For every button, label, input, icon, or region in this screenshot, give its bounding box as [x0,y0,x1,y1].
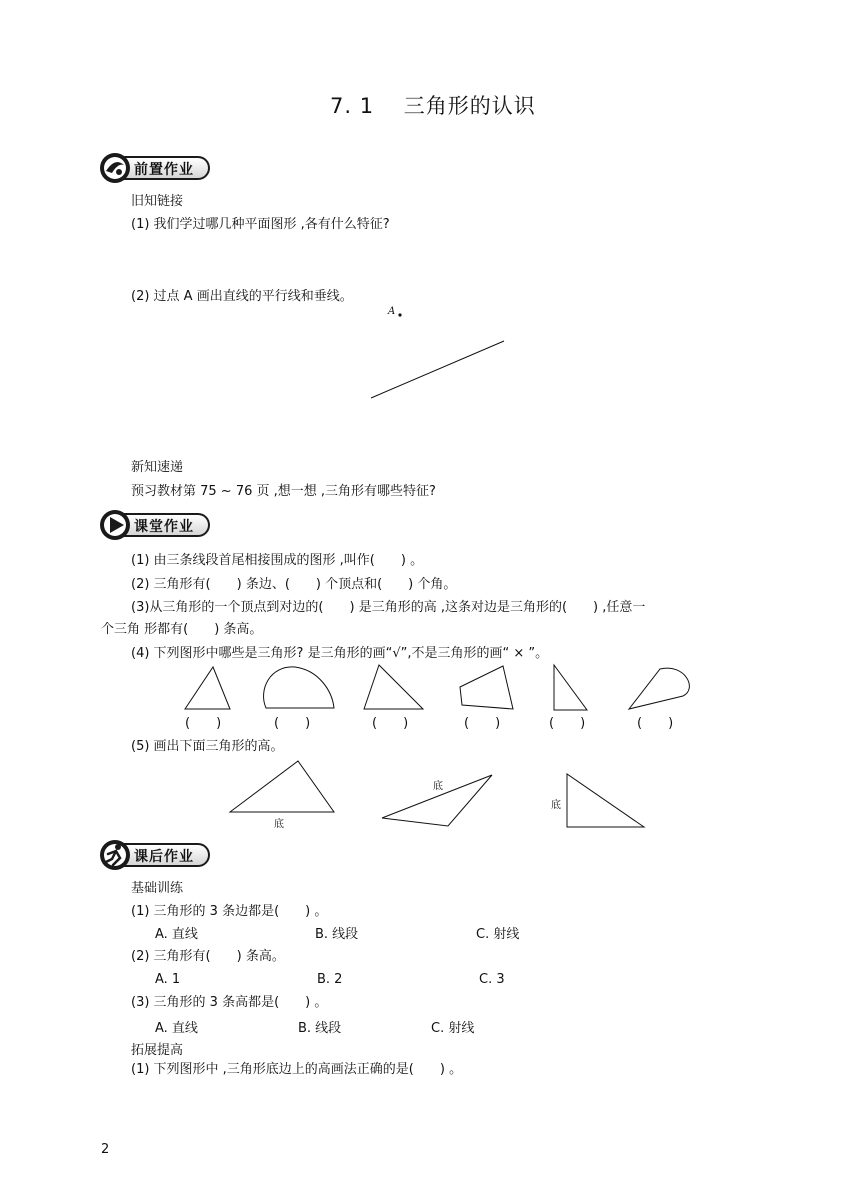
q1-option-a[interactable]: A. 直线 [155,927,198,942]
new-know-heading: 新知速递 [131,460,184,475]
q1-option-c[interactable]: C. 射线 [476,927,520,942]
pre-question-1: (1) 我们学过哪几种平面图形 ,各有什么特征? [131,217,390,232]
section-title-after: 课后作业 [134,849,194,865]
after-question-2: (2) 三角形有( ) 条高。 [131,949,285,964]
answer-paren-3[interactable]: ( ) [372,716,409,731]
q2-option-b[interactable]: B. 2 [317,972,343,987]
old-link-heading: 旧知链接 [131,194,184,209]
page-number: 2 [101,1142,110,1157]
basic-training-heading: 基础训练 [131,881,184,896]
class-question-2: (2) 三角形有( ) 条边、( ) 个顶点和( ) 个角。 [131,577,457,592]
answer-paren-5[interactable]: ( ) [549,716,586,731]
answer-paren-4[interactable]: ( ) [464,716,501,731]
section-badge-after [98,838,218,872]
class-question-1: (1) 由三条线段首尾相接围成的图形 ,叫作( ) 。 [131,553,424,568]
runner-icon [98,838,132,872]
page-title: 7. 1 三角形的认识 [330,94,536,118]
preview-text: 预习教材第 75 ~ 76 页 ,想一想 ,三角形有哪些特征? [131,484,436,499]
section-title-class: 课堂作业 [134,519,194,535]
after-question-1: (1) 三角形的 3 条边都是( ) 。 [131,904,328,919]
q2-option-a[interactable]: A. 1 [155,972,181,987]
q1-option-b[interactable]: B. 线段 [315,927,359,942]
after-question-3: (3) 三角形的 3 条高都是( ) 。 [131,995,328,1010]
pre-question-2: (2) 过点 A 画出直线的平行线和垂线。 [131,289,353,304]
answer-paren-6[interactable]: ( ) [637,716,674,731]
extend-question-1: (1) 下列图形中 ,三角形底边上的高画法正确的是( ) 。 [131,1062,463,1077]
class-question-3-line-2: 个三角 形都有( ) 条高。 [101,622,263,637]
q3-option-b[interactable]: B. 线段 [298,1021,342,1036]
base-label-c: 底 [551,800,561,811]
base-label-a: 底 [274,819,284,830]
class-question-4: (4) 下列图形中哪些是三角形? 是三角形的画“√”,不是三角形的画“ × ”。 [131,646,549,661]
answer-paren-1[interactable]: ( ) [185,716,222,731]
triangle-c [567,774,644,827]
triangle-a [230,761,334,812]
q3-option-a[interactable]: A. 直线 [155,1021,198,1036]
point-a-label: A [388,306,396,317]
class-question-5: (5) 画出下面三角形的高。 [131,739,284,754]
section-title-pre: 前置作业 [134,162,194,178]
answer-paren-2[interactable]: ( ) [274,716,311,731]
extend-heading: 拓展提高 [131,1043,184,1058]
class-question-3-line-1: (3)从三角形的一个顶点到对边的( ) 是三角形的高 ,这条对边是三角形的( ) ,任意一 [131,600,646,615]
base-label-b: 底 [433,781,443,792]
q2-option-c[interactable]: C. 3 [479,972,505,987]
q3-option-c[interactable]: C. 射线 [431,1021,475,1036]
